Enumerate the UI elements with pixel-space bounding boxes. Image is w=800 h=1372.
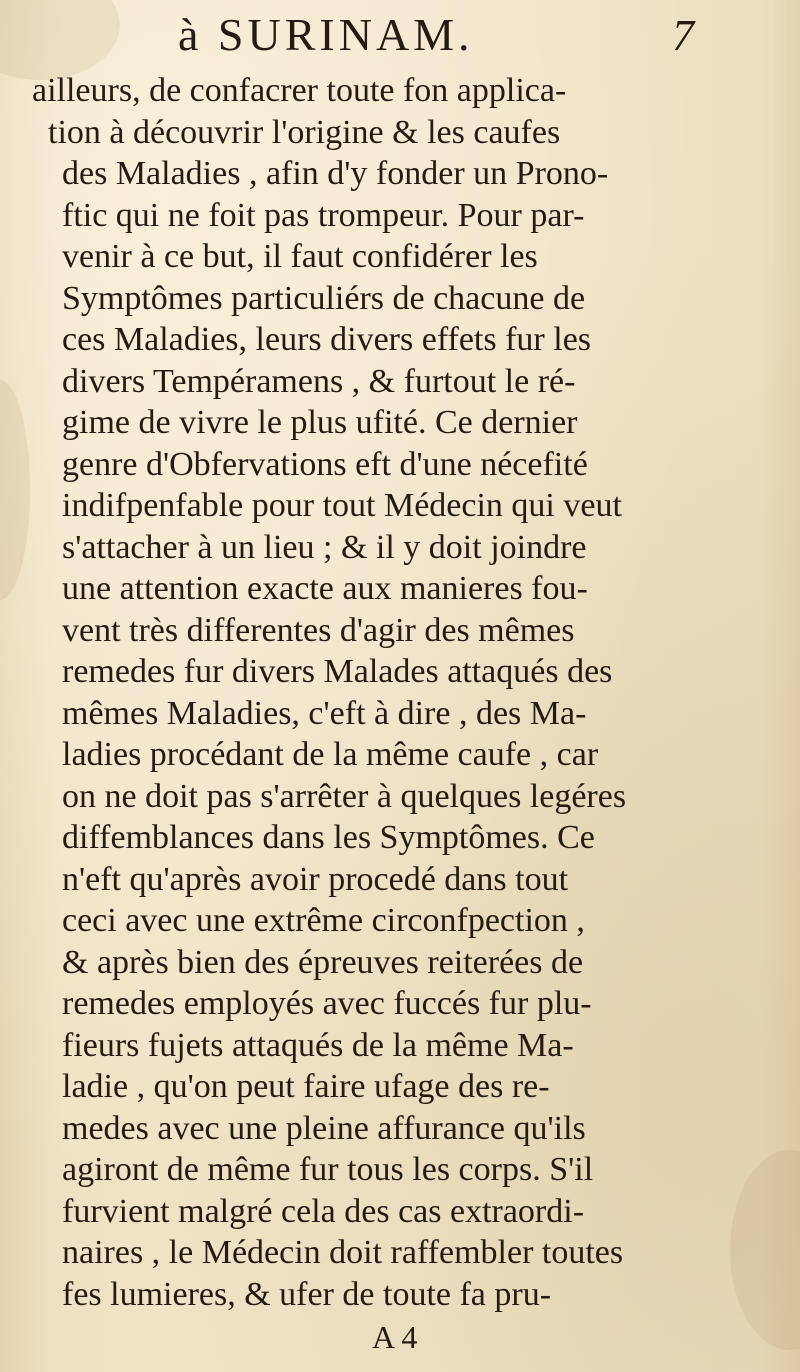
text-line: gime de vivre le plus ufité. Ce dernier xyxy=(62,404,578,441)
text-line: & après bien des épreuves reiterées de xyxy=(62,943,584,981)
text-line: genre d'Obfervations eft d'une nécefité xyxy=(62,445,588,483)
text-line: vent très differentes d'agir des mêmes xyxy=(62,611,575,649)
page-number: 7 xyxy=(672,11,694,60)
text-line: des Maladies , afin d'y fonder un Prono- xyxy=(62,155,609,192)
text-line: ladies procédant de la même caufe , car xyxy=(62,736,599,773)
text-line: diffemblances dans les Symptômes. Ce xyxy=(62,819,595,856)
text-line: n'eft qu'après avoir procedé dans tout xyxy=(62,860,569,898)
text-line: ceci avec une extrême circonfpection , xyxy=(62,902,585,939)
text-line: furvient malgré cela des cas extraordi- xyxy=(62,1192,585,1230)
text-line: ces Maladies, leurs divers effets fur les xyxy=(62,321,592,358)
text-line: remedes fur divers Malades attaqués des xyxy=(62,653,613,690)
text-line: divers Tempéramens , & furtout le ré- xyxy=(62,362,576,400)
text-line: agiront de même fur tous les corps. S'il xyxy=(62,1151,594,1188)
text-line: on ne doit pas s'arrêter à quelques legéres xyxy=(62,777,627,815)
page-header xyxy=(0,6,800,70)
text-line: ladie , qu'on peut faire ufage des re- xyxy=(62,1068,550,1105)
paper-stain xyxy=(730,1150,800,1350)
text-line: venir à ce but, il faut confidérer les xyxy=(62,238,538,275)
text-line: indifpenfable pour tout Médecin qui veut xyxy=(62,487,622,524)
text-line: une attention exacte aux manieres fou- xyxy=(62,570,588,607)
text-line: fieurs fujets attaqués de la même Ma- xyxy=(62,1026,574,1064)
text-line: ailleurs, de confacrer toute fon applica- xyxy=(32,72,567,109)
text-line: tion à découvrir l'origine & les caufes xyxy=(48,113,561,151)
text-line: naires , le Médecin doit raffembler toutes xyxy=(62,1234,624,1271)
running-head: à SURINAM. xyxy=(178,9,474,60)
text-line: remedes employés avec fuccés fur plu- xyxy=(62,985,592,1022)
text-line: s'attacher à un lieu ; & il y doit joindre xyxy=(62,528,587,566)
text-line: ftic qui ne foit pas trompeur. Pour par- xyxy=(62,196,585,234)
text-line: mêmes Maladies, c'eft à dire , des Ma- xyxy=(62,694,587,732)
text-line: medes avec une pleine affurance qu'ils xyxy=(62,1109,586,1147)
paper-stain xyxy=(0,380,30,600)
text-line: Symptômes particuliérs de chacune de xyxy=(62,279,586,317)
signature-mark: A 4 xyxy=(372,1319,418,1355)
text-line: fes lumieres, & ufer de toute fa pru- xyxy=(62,1275,552,1313)
